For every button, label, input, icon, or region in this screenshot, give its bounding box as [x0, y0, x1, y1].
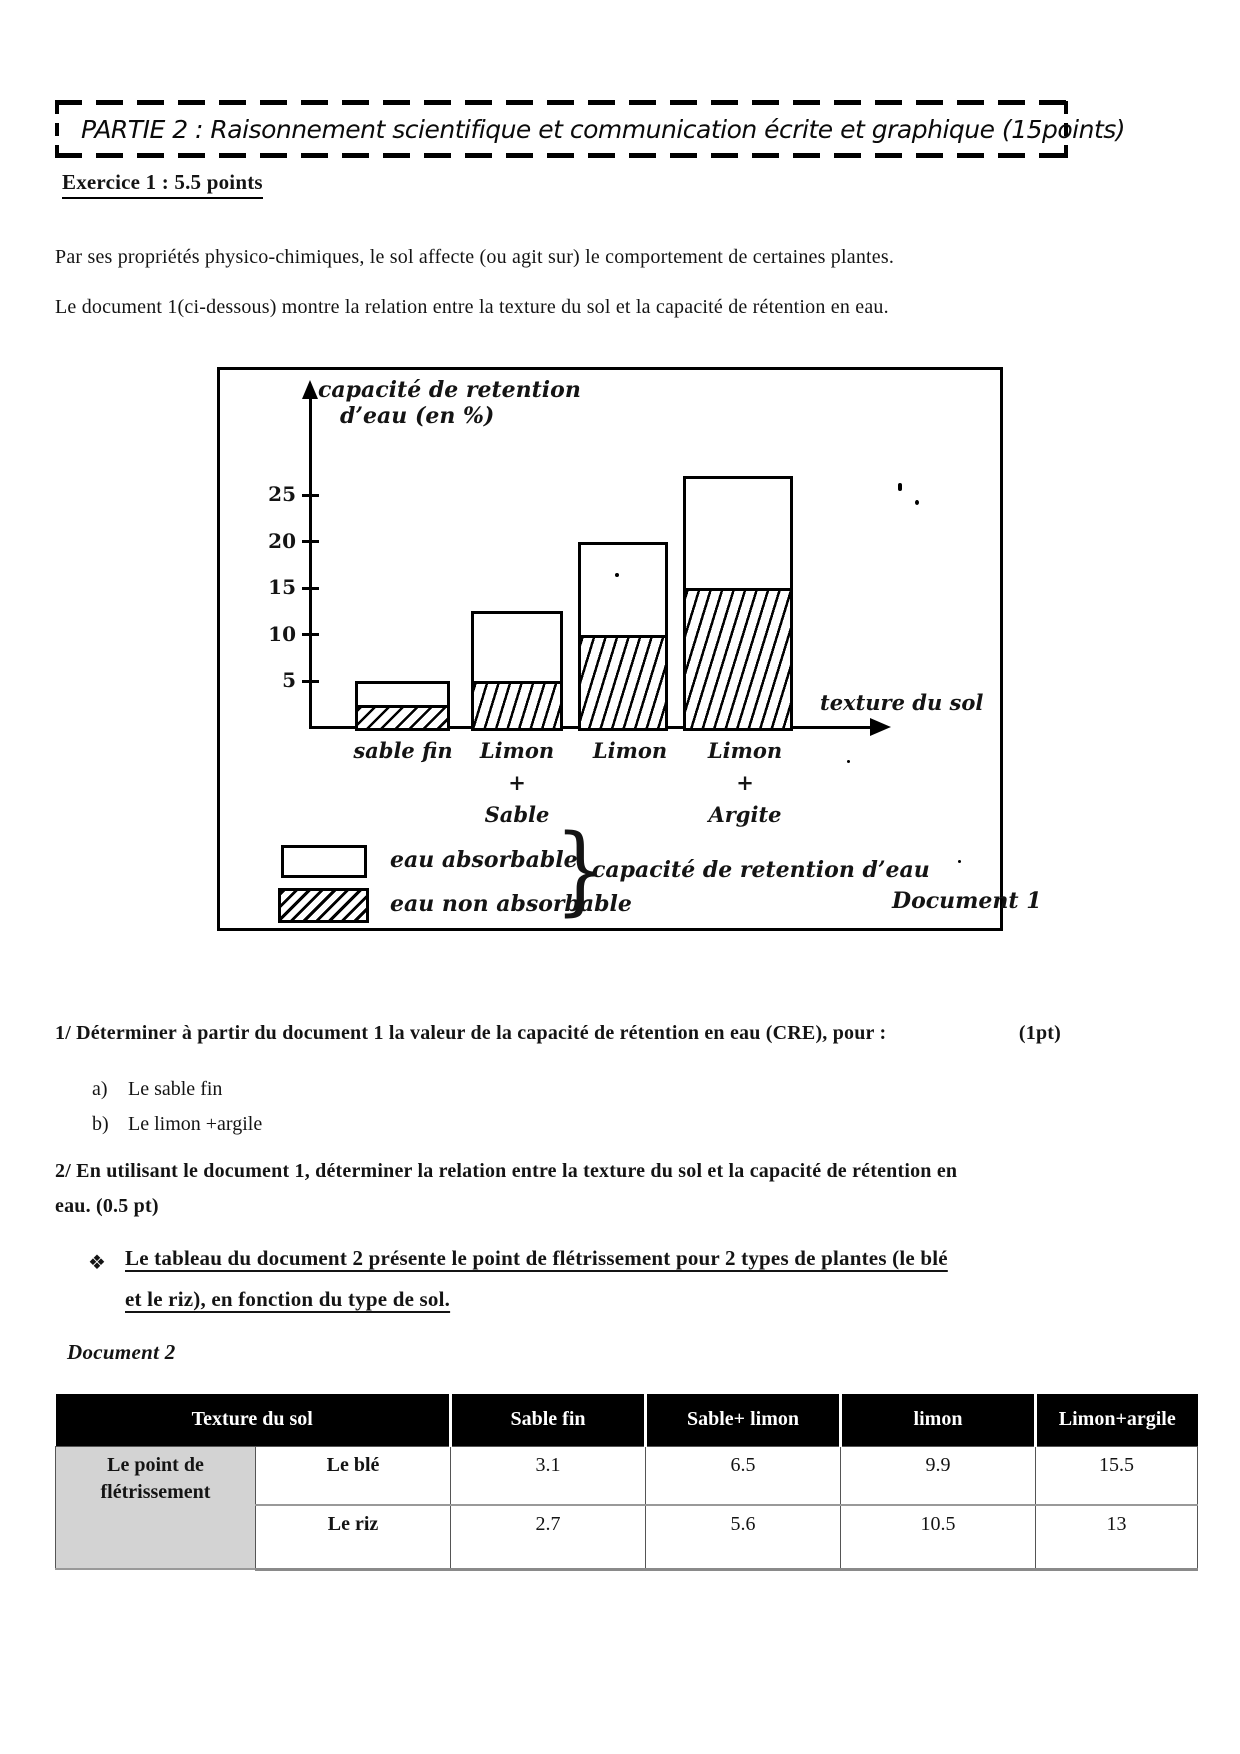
y-axis-title-line1: capacité de retention [318, 377, 581, 403]
table-cell: 6.5 [646, 1446, 841, 1505]
y-tick-mark [302, 494, 319, 497]
intro-paragraph-2: Le document 1(ci-dessous) montre la relation entre la texture du sol et la capacité de rétention en eau. [55, 296, 889, 318]
scan-speck [847, 760, 850, 763]
bullet-text-line2: et le riz), en fonction du type de sol. [125, 1287, 451, 1311]
part-header-title: PARTIE 2 : Raisonnement scientifique et communication écrite et graphique (15points) [81, 114, 1126, 144]
list-item-a [92, 1078, 222, 1101]
table-row-ble [56, 1446, 1198, 1505]
list-item-b-marker: b) [92, 1113, 109, 1135]
bar-4 [683, 476, 793, 731]
table-cell: 15.5 [1036, 1446, 1198, 1505]
scan-speck [615, 573, 619, 577]
bullet-diamond-icon: ❖ [88, 1250, 106, 1274]
category-label-4: Argite [708, 802, 782, 827]
table-rowlabel-riz: Le riz [256, 1505, 451, 1569]
question-2-line1: 2/ En utilisant le document 1, déterminer la relation entre la texture du sol et la capacité de rétention en [55, 1160, 958, 1182]
scan-speck [915, 500, 919, 505]
table-header-limon: limon [841, 1394, 1036, 1446]
legend-swatch-eau-absorbable [281, 845, 367, 878]
category-label-4: + [736, 770, 754, 795]
x-axis-title: texture du sol [820, 690, 984, 715]
category-label-4: Limon [707, 738, 783, 763]
x-axis-arrow-icon [870, 718, 891, 736]
y-axis-arrow-icon [302, 380, 318, 399]
y-tick-label: 20 [268, 528, 296, 553]
y-tick-label: 5 [282, 668, 296, 693]
document2-caption: Document 2 [67, 1340, 176, 1364]
table-header-texture: Texture du sol [56, 1394, 451, 1446]
list-item-b-text: Le limon +argile [128, 1113, 263, 1135]
category-label-3: Limon [592, 738, 668, 763]
bar-4-hatched-segment [686, 588, 790, 728]
legend-brace: } [554, 814, 607, 926]
bar-3-hatched-segment [581, 635, 665, 728]
table-header-row [56, 1394, 1198, 1446]
table-cell: 9.9 [841, 1446, 1036, 1505]
intro-paragraph-1: Par ses propriétés physico-chimiques, le sol affecte (ou agit sur) le comportement de certaines plantes. [55, 246, 895, 268]
table-cell: 13 [1036, 1505, 1198, 1569]
category-label-2: + [508, 770, 526, 795]
document1-caption: Document 1 [892, 888, 1042, 914]
list-item-a-marker: a) [92, 1078, 108, 1100]
table-cell: 5.6 [646, 1505, 841, 1569]
table-header-sable-limon: Sable+ limon [646, 1394, 841, 1446]
part-header-box [55, 100, 1126, 158]
y-tick-mark [302, 633, 319, 636]
question-1-points: (1pt) [1018, 1022, 1061, 1044]
table-cell: 3.1 [451, 1446, 646, 1505]
table-cell: 2.7 [451, 1505, 646, 1569]
y-tick-mark [302, 587, 319, 590]
question-1 [55, 1022, 1061, 1045]
scan-speck [898, 483, 902, 491]
y-tick-label: 15 [268, 575, 296, 600]
document2-table [55, 1394, 1198, 1571]
y-tick-mark [302, 680, 319, 683]
y-tick-mark [302, 540, 319, 543]
list-item-b [92, 1113, 262, 1136]
table-header-limon-argile: Limon+argile [1036, 1394, 1198, 1446]
y-axis-title-line2: d’eau (en %) [340, 403, 495, 429]
table-rowgroup-point-fletrissement: Le point de flétrissement [56, 1446, 256, 1569]
legend-label-eau-absorbable: eau absorbable [390, 847, 578, 873]
question-2-line2: eau. (0.5 pt) [55, 1195, 159, 1217]
bullet-text-line1: Le tableau du document 2 présente le point de flétrissement pour 2 types de plantes (le blé [125, 1246, 948, 1270]
exercise-title: Exercice 1 : 5.5 points [62, 170, 263, 199]
legend-brace-label: capacité de retention d’eau [592, 857, 930, 883]
bar-2-hatched-segment [474, 681, 560, 728]
document1-chart [217, 367, 1042, 931]
bar-1-hatched-segment [358, 705, 447, 728]
question-1-text: 1/ Déterminer à partir du document 1 la valeur de la capacité de rétention en eau (CRE), pour : [55, 1022, 887, 1044]
bar-2 [471, 611, 563, 731]
table-rowlabel-ble: Le blé [256, 1446, 451, 1505]
bar-1 [355, 681, 450, 731]
category-label-2: Sable [484, 802, 550, 827]
table-header-sable-fin: Sable fin [451, 1394, 646, 1446]
category-label-1: sable fin [353, 738, 453, 763]
legend-swatch-eau-non-absorbable [278, 888, 369, 923]
table-cell: 10.5 [841, 1505, 1036, 1569]
legend-label-eau-non-absorbable: eau non absorbable [390, 891, 632, 917]
scan-speck [958, 860, 961, 863]
bar-3 [578, 542, 668, 731]
y-tick-label: 25 [268, 482, 296, 506]
y-tick-label: 10 [268, 621, 296, 646]
list-item-a-text: Le sable fin [128, 1078, 223, 1100]
category-label-2: Limon [479, 738, 555, 763]
